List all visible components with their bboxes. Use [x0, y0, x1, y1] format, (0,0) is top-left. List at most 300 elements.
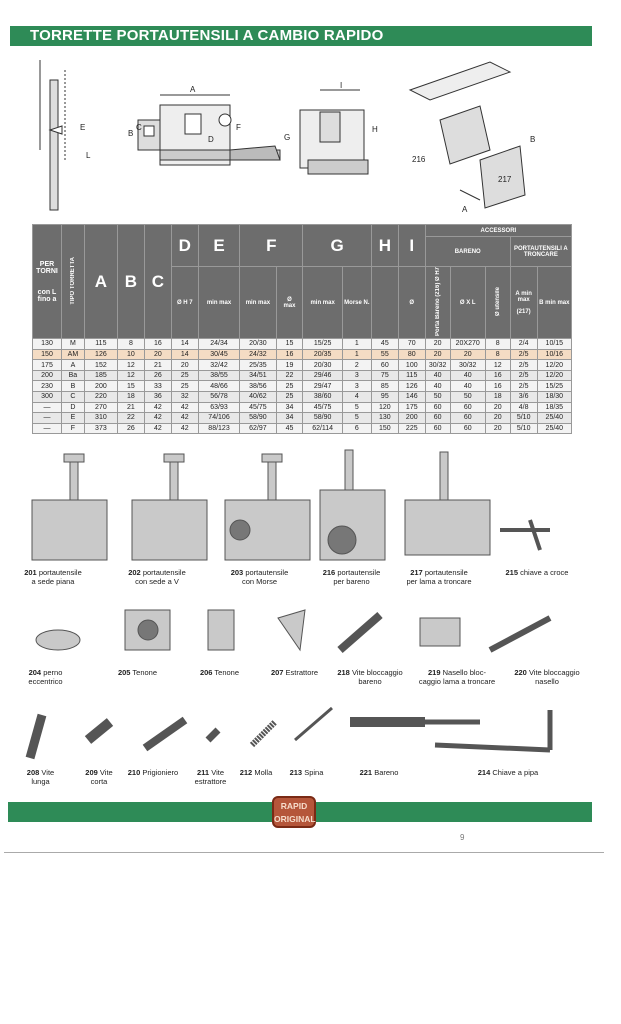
table-cell: 2/4 [510, 339, 537, 350]
th-a-minmax: A min max (217) [510, 267, 537, 339]
table-cell: 15 [276, 339, 303, 350]
table-cell: — [33, 402, 62, 413]
caption-desc1: Tenone [132, 668, 158, 677]
table-cell: 16 [276, 349, 303, 360]
table-cell: 22 [117, 413, 144, 424]
table-cell: 34 [276, 402, 303, 413]
table-cell: 16 [144, 339, 171, 350]
caption-desc1: portautensile [245, 568, 289, 577]
logo-line2: ORIGINAL [274, 814, 316, 824]
caption-desc1: Vite [211, 768, 224, 777]
key-215 [500, 520, 550, 550]
th-accessori: ACCESSORI [425, 225, 571, 237]
caption-desc2: caggio lama a troncare [418, 677, 496, 686]
table-cell: 40 [425, 370, 450, 381]
table-row [33, 349, 572, 360]
th-e: E [198, 225, 239, 267]
table-cell: 63/93 [198, 402, 239, 413]
table-cell: 42 [144, 423, 171, 434]
th-d: D [171, 225, 198, 267]
table-cell: 22 [276, 370, 303, 381]
table-cell: 36 [144, 392, 171, 403]
th-b-minmax: B min max [537, 267, 571, 339]
label-c: C [136, 123, 142, 132]
table-cell: 185 [84, 370, 117, 381]
rapid-original-logo [272, 796, 316, 828]
spec-table-body [33, 339, 572, 434]
table-cell: 152 [84, 360, 117, 371]
caption-code: 221 [359, 768, 373, 777]
table-cell: 20 [425, 339, 450, 350]
table-cell: 60 [425, 402, 450, 413]
table-cell: 2/5 [510, 381, 537, 392]
table-cell: 225 [398, 423, 425, 434]
table-cell: 34 [276, 413, 303, 424]
table-cell: 310 [84, 413, 117, 424]
th-portautensili: PORTAUTENSILI A TRONCARE [510, 237, 571, 267]
table-cell: 3 [342, 370, 371, 381]
table-cell: 220 [84, 392, 117, 403]
table-cell: 45 [276, 423, 303, 434]
table-cell: 62/114 [303, 423, 342, 434]
table-cell: — [33, 413, 62, 424]
caption-code: 220 [514, 668, 527, 677]
table-cell: 26 [144, 370, 171, 381]
table-cell: 12 [485, 360, 510, 371]
caption-desc1: Vite [99, 768, 113, 777]
caption-desc1: Chiave a pipa [492, 768, 539, 777]
bottom-rule [4, 852, 604, 853]
table-cell: 80 [398, 349, 425, 360]
table-cell: 12/20 [537, 360, 571, 371]
table-cell: 42 [144, 413, 171, 424]
part-213 [295, 708, 332, 740]
table-cell: 25/35 [240, 360, 276, 371]
catalog-caption [330, 668, 410, 686]
table-cell: 126 [398, 381, 425, 392]
table-cell: 74/106 [198, 413, 239, 424]
table-cell: 18 [485, 392, 510, 403]
table-cell: 25 [276, 392, 303, 403]
table-cell: 45/75 [303, 402, 342, 413]
label-b-217: B [530, 135, 536, 144]
caption-code: 207 [270, 668, 284, 677]
table-cell: 50 [450, 392, 485, 403]
caption-code: 213 [289, 768, 303, 777]
table-row [33, 339, 572, 350]
table-cell: 200 [33, 370, 62, 381]
toolholder-217 [405, 452, 490, 555]
table-row [33, 370, 572, 381]
table-cell: 18/35 [537, 402, 571, 413]
table-cell: 200 [398, 413, 425, 424]
table-cell: 25/40 [537, 413, 571, 424]
table-cell: 24/32 [240, 349, 276, 360]
th-h-sub [371, 267, 398, 339]
caption-desc2: estrattore [194, 777, 227, 786]
table-cell: 75 [371, 370, 398, 381]
part-207 [278, 610, 305, 650]
th-utensile: Ø utensile [485, 267, 510, 339]
end-view-drawing [284, 81, 378, 174]
part-205 [125, 610, 170, 650]
table-cell: 2/5 [510, 349, 537, 360]
caption-desc1: Prigioniero [142, 768, 179, 777]
th-c: C [144, 225, 171, 339]
part-212 [252, 722, 275, 745]
table-cell: 20 [425, 349, 450, 360]
table-cell: 16 [485, 370, 510, 381]
table-cell: 3/6 [510, 392, 537, 403]
caption-desc1: portautensile [38, 568, 82, 577]
table-cell: 20X270 [450, 339, 485, 350]
table-cell: 3 [342, 381, 371, 392]
table-cell: 12 [117, 360, 144, 371]
caption-code: 205 [117, 668, 131, 677]
part-220 [490, 618, 550, 650]
table-cell: 2/5 [510, 370, 537, 381]
label-a: A [190, 85, 196, 94]
catalog-caption [412, 668, 502, 686]
catalog-caption [398, 568, 480, 586]
catalog-caption [284, 768, 329, 777]
part-209 [88, 722, 110, 740]
catalog-caption [508, 668, 586, 686]
th-e-sub: min max [198, 267, 239, 339]
table-cell: 16 [485, 381, 510, 392]
part-206 [208, 610, 234, 650]
table-cell: 15 [117, 381, 144, 392]
table-cell: AM [62, 349, 85, 360]
table-cell: 25 [171, 370, 198, 381]
caption-desc1: portautensile [142, 568, 186, 577]
label-h: H [372, 125, 378, 134]
th-a: A [84, 225, 117, 339]
table-cell: 14 [171, 349, 198, 360]
part-219 [420, 618, 460, 646]
caption-desc1: Vite bloccaggio [528, 668, 580, 677]
table-cell: 21 [144, 360, 171, 371]
table-cell: 20/35 [303, 349, 342, 360]
label-a-217: A [462, 205, 468, 214]
part-204 [36, 630, 80, 650]
table-cell: B [62, 381, 85, 392]
table-cell: 58/90 [303, 413, 342, 424]
table-cell: 5 [342, 402, 371, 413]
caption-code: 211 [197, 768, 210, 777]
table-cell: 40 [450, 370, 485, 381]
table-cell: 115 [398, 370, 425, 381]
part-210 [145, 720, 185, 748]
table-cell: 32/42 [198, 360, 239, 371]
catalog-caption [18, 668, 73, 686]
table-cell: 2/5 [510, 360, 537, 371]
table-cell: 60 [425, 413, 450, 424]
logo-line1: RAPID [280, 801, 308, 811]
catalog-caption [18, 568, 88, 586]
caption-code: 217 [410, 568, 423, 577]
label-i: I [340, 81, 343, 90]
table-cell: 10/15 [537, 339, 571, 350]
caption-code: 214 [477, 768, 491, 777]
th-dxl: Ø X L [450, 267, 485, 339]
catalog-caption [236, 768, 276, 777]
table-cell: 95 [371, 392, 398, 403]
toolholder-202 [132, 454, 207, 560]
caption-code: 215 [505, 568, 519, 577]
table-cell: 230 [33, 381, 62, 392]
table-cell: — [33, 423, 62, 434]
caption-code: 202 [128, 568, 141, 577]
catalog-caption [122, 768, 184, 777]
spec-table [32, 224, 572, 434]
table-cell: 40 [450, 381, 485, 392]
table-cell: 26 [117, 423, 144, 434]
table-cell: 29/46 [303, 370, 342, 381]
caption-code: 206 [199, 668, 213, 677]
table-cell: 20 [450, 349, 485, 360]
table-cell: 150 [33, 349, 62, 360]
table-cell: 373 [84, 423, 117, 434]
th-d-sub: Ø H 7 [171, 267, 198, 339]
th-g: G [303, 225, 371, 267]
table-cell: 42 [171, 402, 198, 413]
caption-code: 218 [337, 668, 350, 677]
table-cell: 5 [342, 413, 371, 424]
label-f: F [236, 123, 241, 132]
table-cell: 130 [33, 339, 62, 350]
th-per-torni: PER TORNI con L fino a [33, 225, 62, 339]
table-cell: 38/60 [303, 392, 342, 403]
table-cell: 2 [342, 360, 371, 371]
table-cell: 4/8 [510, 402, 537, 413]
th-b: B [117, 225, 144, 339]
table-row [33, 423, 572, 434]
caption-desc1: Vite bloccaggio [351, 668, 403, 677]
table-cell: 60 [450, 413, 485, 424]
caption-code: 201 [24, 568, 37, 577]
catalog-caption [314, 568, 389, 586]
label-b: B [128, 129, 134, 138]
table-cell: C [62, 392, 85, 403]
table-cell: 1 [342, 349, 371, 360]
label-l: L [86, 151, 91, 160]
table-cell: 146 [398, 392, 425, 403]
table-cell: 175 [398, 402, 425, 413]
table-cell: 30/32 [450, 360, 485, 371]
table-cell: 10 [117, 349, 144, 360]
table-cell: 6 [342, 423, 371, 434]
caption-code: 210 [127, 768, 141, 777]
toolholder-216 [320, 450, 385, 560]
table-cell: 18/30 [537, 392, 571, 403]
table-cell: 45 [371, 339, 398, 350]
table-cell: 60 [425, 423, 450, 434]
caption-desc1: chiave a croce [520, 568, 569, 577]
table-cell: 45/75 [240, 402, 276, 413]
exploded-drawing [410, 62, 535, 214]
caption-desc2: eccentrico [28, 677, 63, 686]
toolholder-201 [32, 454, 107, 560]
table-cell: 10/16 [537, 349, 571, 360]
table-cell: F [62, 423, 85, 434]
th-i-sub: Ø [398, 267, 425, 339]
table-cell: 300 [33, 392, 62, 403]
table-cell: 20 [171, 360, 198, 371]
table-cell: 60 [371, 360, 398, 371]
table-cell: 30/32 [425, 360, 450, 371]
catalog-caption [122, 568, 192, 586]
table-row [33, 413, 572, 424]
th-tipo: TIPO TORRETTA [62, 225, 85, 339]
catalog-caption [18, 768, 63, 786]
table-cell: 8 [485, 339, 510, 350]
caption-desc1: perno [43, 668, 63, 677]
table-cell: 30/45 [198, 349, 239, 360]
caption-desc1: Bareno [374, 768, 399, 777]
table-cell: E [62, 413, 85, 424]
table-cell: D [62, 402, 85, 413]
table-cell: 40/62 [240, 392, 276, 403]
table-cell: 42 [171, 423, 198, 434]
catalog-caption [496, 568, 578, 577]
table-cell: 60 [450, 402, 485, 413]
table-cell: 58/90 [240, 413, 276, 424]
catalog-caption [110, 668, 165, 677]
caption-code: 203 [230, 568, 244, 577]
table-cell: 62/97 [240, 423, 276, 434]
table-cell: 5/10 [510, 423, 537, 434]
caption-desc1: portautensile [337, 568, 381, 577]
table-cell: 20 [144, 349, 171, 360]
table-cell: 120 [371, 402, 398, 413]
table-cell: M [62, 339, 85, 350]
th-bareno: BARENO [425, 237, 510, 267]
label-216: 216 [412, 155, 426, 164]
table-cell: 115 [84, 339, 117, 350]
table-cell: 34/51 [240, 370, 276, 381]
table-cell: 270 [84, 402, 117, 413]
table-cell: 175 [33, 360, 62, 371]
table-cell: 88/123 [198, 423, 239, 434]
table-cell: 60 [450, 423, 485, 434]
table-row [33, 402, 572, 413]
table-cell: 21 [117, 402, 144, 413]
label-g: G [284, 133, 291, 142]
caption-code: 216 [322, 568, 336, 577]
table-cell: 85 [371, 381, 398, 392]
table-cell: 12 [117, 370, 144, 381]
caption-desc1: Spina [304, 768, 324, 777]
table-cell: 40 [425, 381, 450, 392]
caption-desc2: per bareno [333, 577, 370, 586]
th-f-sub2: Ø max [276, 267, 303, 339]
table-cell: 20/30 [303, 360, 342, 371]
catalog-caption [354, 768, 404, 777]
caption-code: 209 [85, 768, 98, 777]
part-208 [30, 715, 42, 758]
toolholder-203 [225, 454, 310, 560]
caption-desc2: per lama a troncare [406, 577, 472, 586]
table-cell: 20 [485, 423, 510, 434]
table-cell: 38/56 [240, 381, 276, 392]
caption-desc2: lunga [31, 777, 50, 786]
table-cell: 8 [485, 349, 510, 360]
table-cell: 55 [371, 349, 398, 360]
caption-code: 208 [26, 768, 40, 777]
th-f: F [240, 225, 303, 267]
table-cell: 25 [171, 381, 198, 392]
label-217: 217 [498, 175, 512, 184]
table-cell: 150 [371, 423, 398, 434]
table-cell: 25 [276, 381, 303, 392]
caption-code: 204 [28, 668, 42, 677]
table-cell: 70 [398, 339, 425, 350]
front-view-drawing [128, 85, 280, 165]
catalog-caption [468, 768, 548, 777]
table-cell: 32 [171, 392, 198, 403]
caption-desc2: nasello [535, 677, 559, 686]
part-218 [340, 615, 380, 650]
catalog-caption [192, 668, 247, 677]
catalog-caption [188, 768, 233, 786]
th-h: H [371, 225, 398, 267]
table-cell: 20/30 [240, 339, 276, 350]
table-row [33, 381, 572, 392]
table-cell: 15/25 [537, 381, 571, 392]
table-cell: 50 [425, 392, 450, 403]
table-cell: Ba [62, 370, 85, 381]
parts-illustrations [20, 440, 595, 790]
catalog-caption [222, 568, 297, 586]
table-cell: 4 [342, 392, 371, 403]
th-porta-bareno: Porta Bareno (216) Ø H7 [425, 267, 450, 339]
table-cell: 14 [171, 339, 198, 350]
caption-desc2: con Morse [241, 577, 277, 586]
th-f-sub1: min max [240, 267, 276, 339]
caption-desc1: Estrattore [285, 668, 319, 677]
caption-code: 219 [428, 668, 441, 677]
th-g-sub1: min max [303, 267, 342, 339]
table-cell: 130 [371, 413, 398, 424]
caption-desc2: corta [90, 777, 108, 786]
table-cell: 126 [84, 349, 117, 360]
table-row [33, 392, 572, 403]
table-cell: 19 [276, 360, 303, 371]
table-cell: 48/66 [198, 381, 239, 392]
caption-desc1: Vite [41, 768, 55, 777]
caption-desc1: Tenone [214, 668, 240, 677]
table-cell: 20 [485, 413, 510, 424]
part-211 [208, 730, 218, 740]
side-view-drawing [40, 60, 91, 210]
table-cell: 24/34 [198, 339, 239, 350]
catalog-caption [78, 768, 120, 786]
table-cell: 42 [144, 402, 171, 413]
caption-desc1: Nasello bloc- [442, 668, 486, 677]
table-row [33, 360, 572, 371]
part-214 [435, 710, 550, 750]
caption-desc1: Molla [254, 768, 273, 777]
technical-drawings [20, 50, 590, 220]
th-g-sub2: Morse N. [342, 267, 371, 339]
table-cell: 8 [117, 339, 144, 350]
table-cell: 18 [117, 392, 144, 403]
page-title: TORRETTE PORTAUTENSILI A CAMBIO RAPIDO [30, 27, 384, 44]
table-cell: 12/20 [537, 370, 571, 381]
th-i: I [398, 225, 425, 267]
table-cell: 25/40 [537, 423, 571, 434]
